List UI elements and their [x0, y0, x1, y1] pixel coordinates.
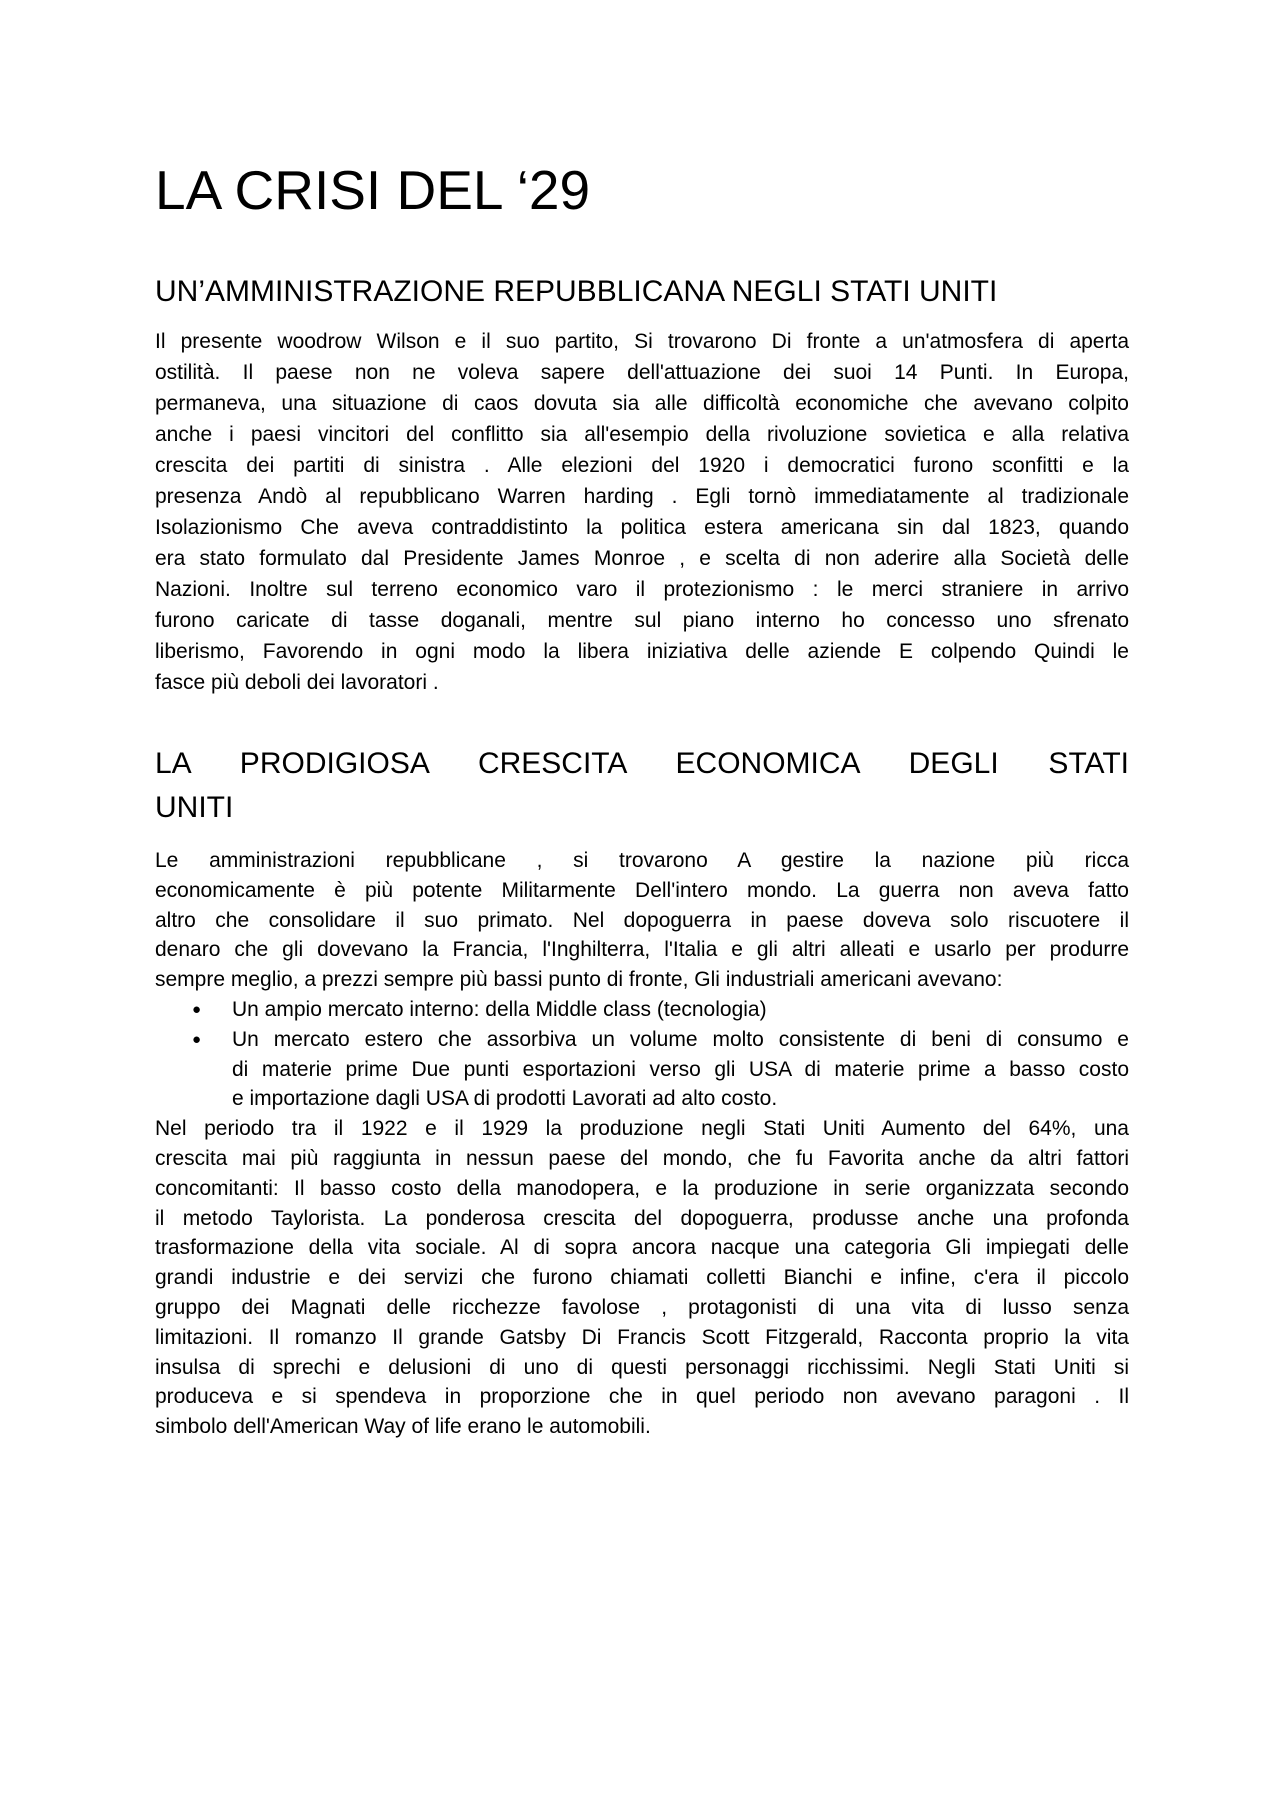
paragraph-amministrazione	[155, 326, 1129, 698]
bullet-list	[155, 995, 1129, 1114]
text-line: limitazioni. Il romanzo Il grande Gatsby Di Francis Scott Fitzgerald, Racconta proprio la vita	[155, 1325, 1129, 1349]
text-line: Un mercato estero che assorbiva un volume molto consistente di beni di consumo e	[232, 1027, 1129, 1051]
text-line: Le amministrazioni repubblicane , si trovarono A gestire la nazione più ricca	[155, 849, 1129, 872]
section-crescita-body	[155, 846, 1129, 1442]
paragraph-closing	[155, 1114, 1129, 1442]
text-line: trasformazione della vita sociale. Al di sopra ancora nacque una categoria Gli impiegati delle	[155, 1236, 1129, 1260]
text-line: fasce più deboli dei lavoratori .	[155, 671, 439, 694]
text-line: Un ampio mercato interno: della Middle class (tecnologia)	[232, 997, 767, 1021]
text-line: insulsa di sprechi e delusioni di uno di questi personaggi ricchissimi. Negli Stati Uniti si	[155, 1355, 1129, 1379]
text-line: liberismo, Favorendo in ogni modo la libera iniziativa delle aziende E colpendo Quindi le	[155, 640, 1129, 663]
text-line: simbolo dell'American Way of life erano le automobili.	[155, 1415, 651, 1439]
text-line: economicamente è più potente Militarmente Dell'intero mondo. La guerra non aveva fatto	[155, 878, 1129, 902]
text-line: concomitanti: Il basso costo della manodopera, e la produzione in serie organizzata secondo	[155, 1176, 1129, 1200]
text-line: e importazione dagli USA di prodotti Lavorati ad alto costo.	[232, 1087, 778, 1111]
text-line: sempre meglio, a prezzi sempre più bassi punto di fronte, Gli industriali americani avevano:	[155, 968, 1003, 992]
section-heading-amministrazione: UN’AMMINISTRAZIONE REPUBBLICANA NEGLI STATI UNITI	[155, 275, 998, 308]
text-line: gruppo dei Magnati delle ricchezze favolose , protagonisti di una vita di lusso senza	[155, 1295, 1129, 1319]
text-line: altro che consolidare il suo primato. Nel dopoguerra in paese doveva solo riscuotere il	[155, 908, 1129, 932]
bullet-icon: ●	[192, 1030, 202, 1048]
text-line: Isolazionismo Che aveva contraddistinto la politica estera americana sin dal 1823, quando	[155, 516, 1129, 539]
text-line: crescita dei partiti di sinistra . Alle elezioni del 1920 i democratici furono sconfitti e la	[155, 454, 1129, 477]
text-line: di materie prime Due punti esportazioni verso gli USA di materie prime a basso costo	[232, 1057, 1129, 1081]
text-line: grandi industrie e dei servizi che furono chiamati colletti Bianchi e infine, c'era il piccolo	[155, 1266, 1129, 1290]
heading-line: LA PRODIGIOSA CRESCITA ECONOMICA DEGLI STATI	[155, 747, 1129, 780]
text-line: ostilità. Il paese non ne voleva sapere dell'attuazione dei suoi 14 Punti. In Europa,	[155, 361, 1129, 384]
text-line: era stato formulato dal Presidente James Monroe , e scelta di non aderire alla Società delle	[155, 547, 1129, 570]
text-line: furono caricate di tasse doganali, mentre sul piano interno ho concesso uno sfrenato	[155, 609, 1129, 632]
text-line: Nel periodo tra il 1922 e il 1929 la produzione negli Stati Uniti Aumento del 64%, una	[155, 1117, 1129, 1141]
text-line: Nazioni. Inoltre sul terreno economico varo il protezionismo : le merci straniere in arrivo	[155, 578, 1129, 601]
text-line: permaneva, una situazione di caos dovuta sia alle difficoltà economiche che avevano colpito	[155, 392, 1129, 415]
text-line: il metodo Taylorista. La ponderosa crescita del dopoguerra, produsse anche una profonda	[155, 1206, 1129, 1230]
heading-line: UNITI	[155, 791, 234, 824]
text-line: produceva e si spendeva in proporzione che in quel periodo non avevano paragoni . Il	[155, 1385, 1129, 1409]
text-line: Il presente woodrow Wilson e il suo partito, Si trovarono Di fronte a un'atmosfera di aperta	[155, 330, 1129, 353]
text-line: denaro che gli dovevano la Francia, l'Inghilterra, l'Italia e gli altri alleati e usarlo per produrre	[155, 938, 1129, 962]
bullet-icon: ●	[192, 1000, 202, 1018]
text-line: presenza Andò al repubblicano Warren harding . Egli tornò immediatamente al tradizionale	[155, 485, 1129, 508]
section-heading-crescita	[155, 742, 1129, 830]
text-line: crescita mai più raggiunta in nessun paese del mondo, che fu Favorita anche da altri fattori	[155, 1146, 1129, 1170]
text-line: anche i paesi vincitori del conflitto sia all'esempio della rivoluzione sovietica e alla relativa	[155, 423, 1129, 446]
document-title: LA CRISI DEL ‘29	[155, 159, 591, 221]
list-item	[155, 1025, 1129, 1114]
paragraph-intro	[155, 846, 1129, 995]
list-item	[155, 995, 1129, 1025]
